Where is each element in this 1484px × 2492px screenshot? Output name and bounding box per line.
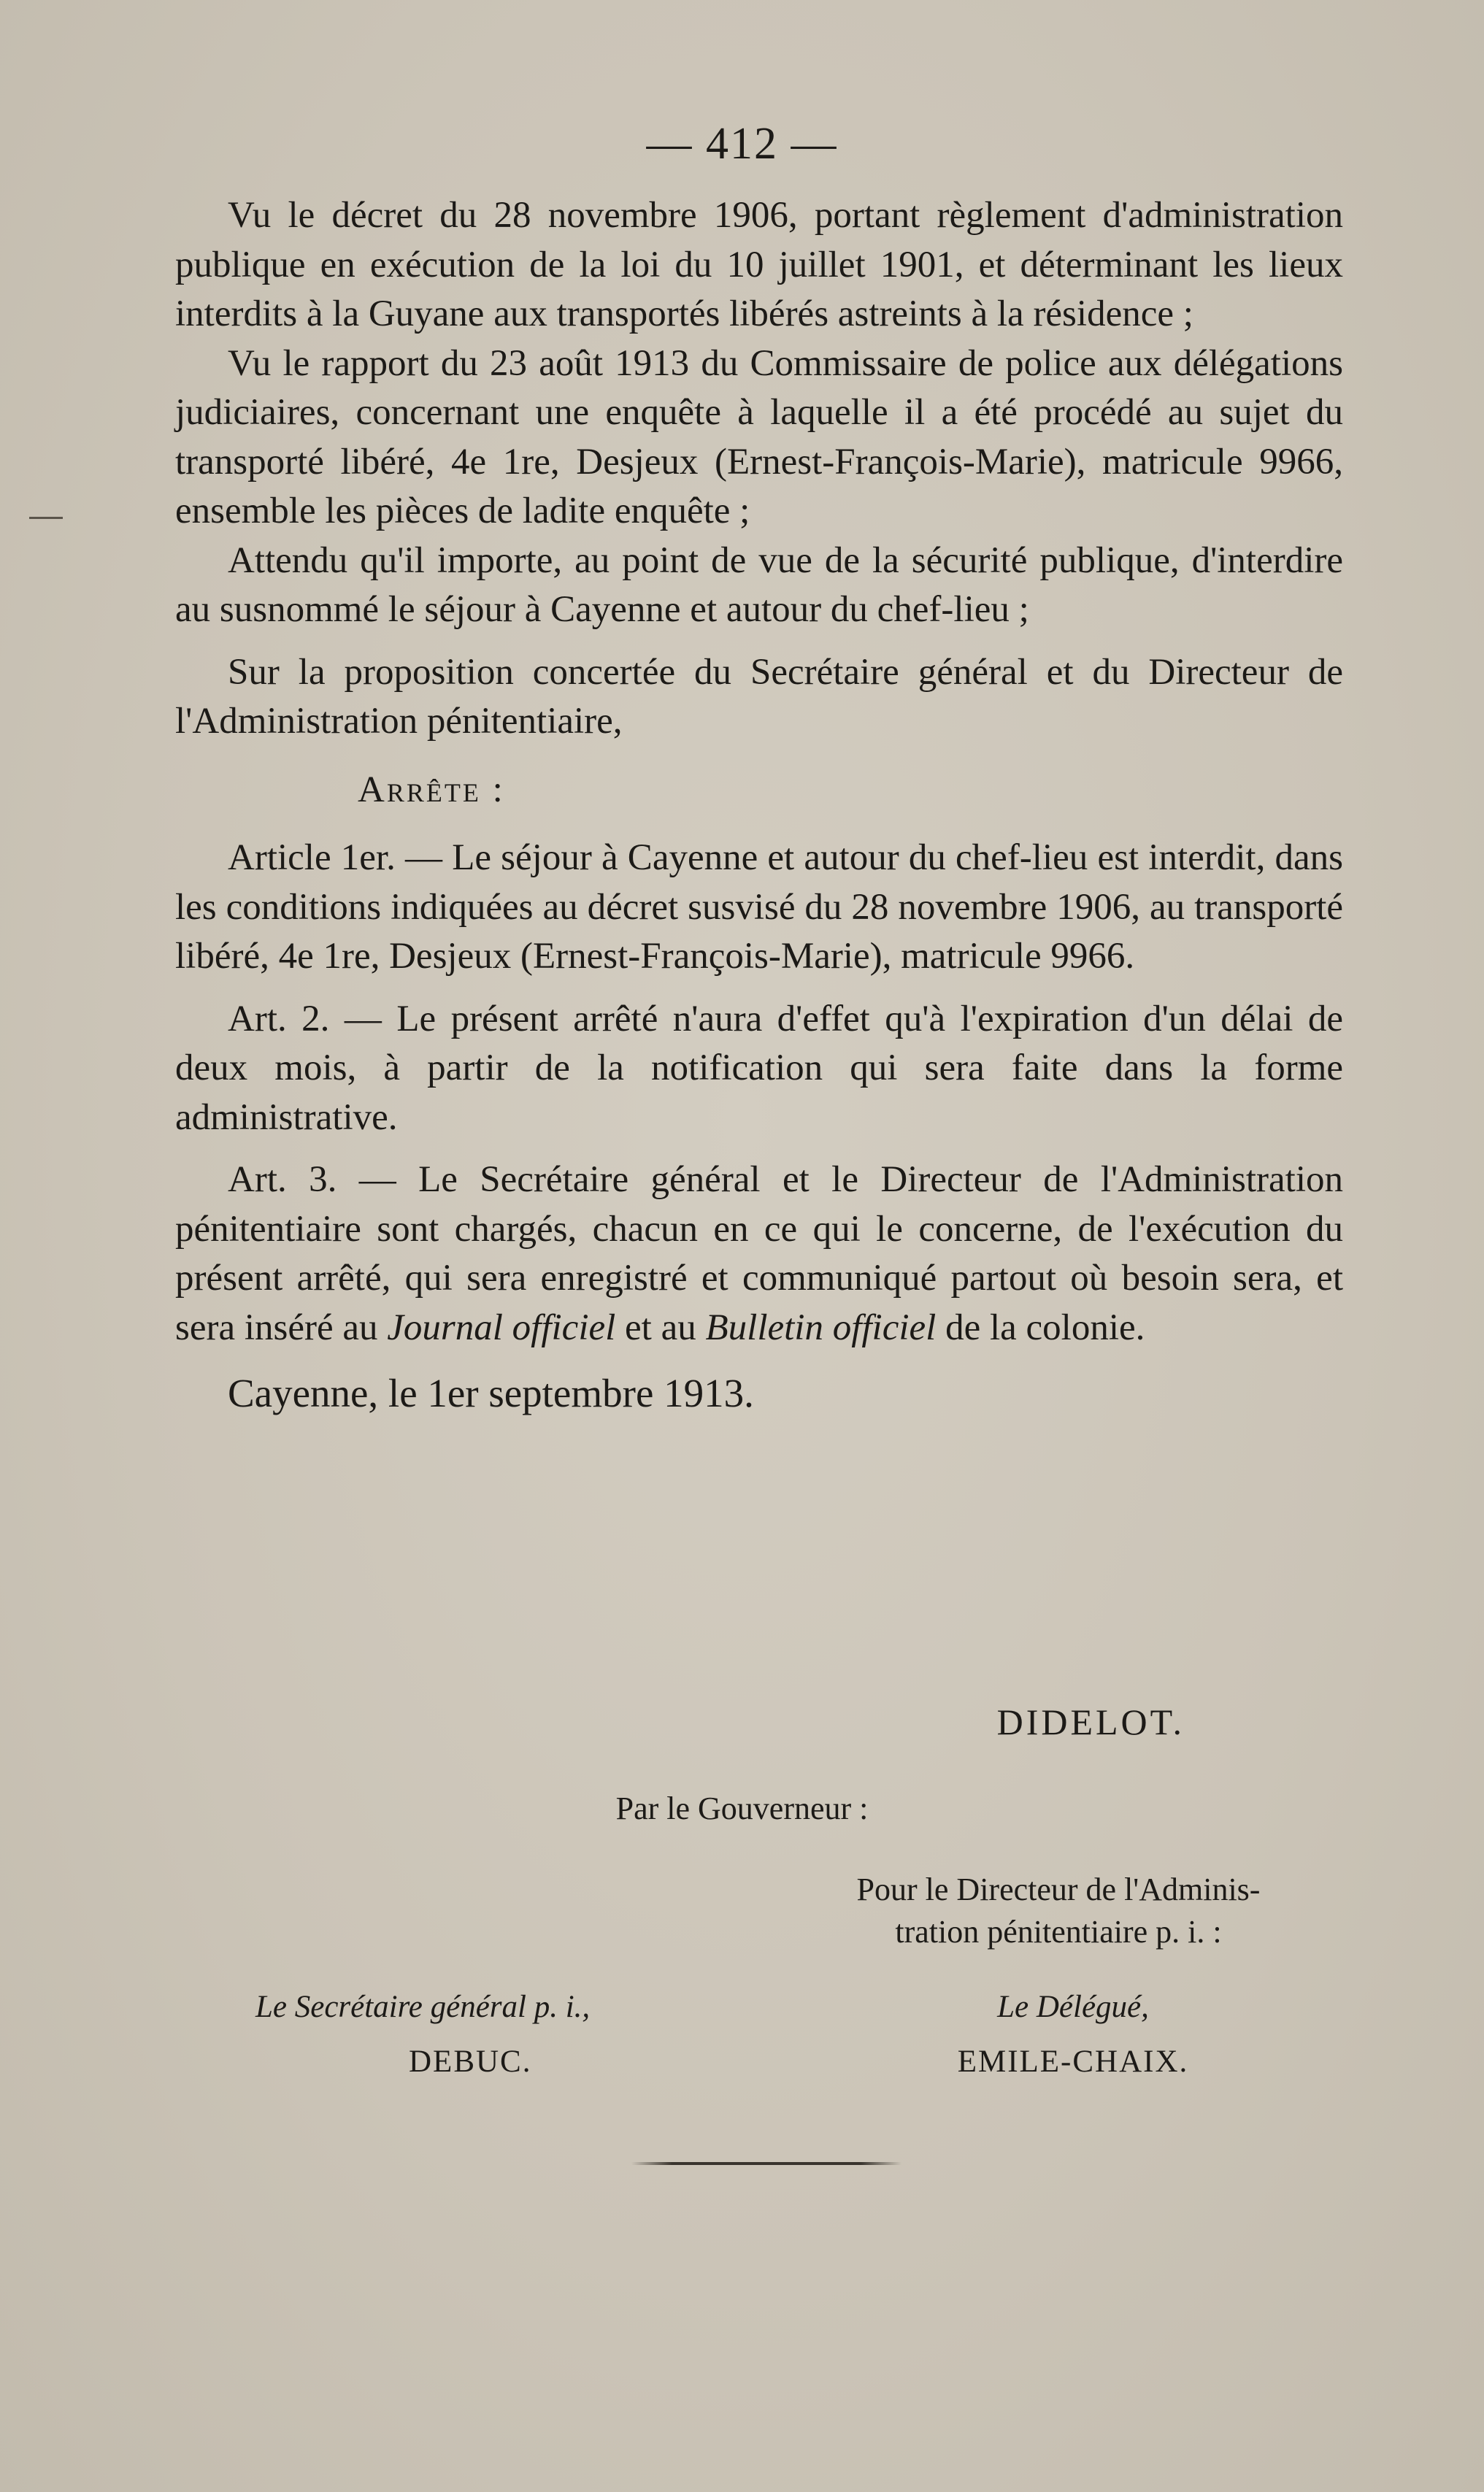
journal-officiel: Journal officiel	[387, 1307, 616, 1348]
margin-mark	[29, 517, 63, 519]
paragraph-attendu: Attendu qu'il importe, au point de vue de la sécurité publique, d'interdire au susnommé le séjour à Cayenne et autour du chef-lieu ;	[175, 539, 1343, 630]
decree-body	[175, 191, 1343, 1418]
article-3-text: Art. 3. — Le Secrétaire général et le Directeur de l'Administration pénitentiaire sont chargés, chacun en ce qui le concerne, de l'exécution du présent arrêté, qui sera enregistré et communiqué partout où besoin sera, et sera inséré au	[175, 1159, 1343, 1348]
delegue-role: Le Délégué,	[997, 1990, 1149, 2024]
paragraph-vu-decret: Vu le décret du 28 novembre 1906, portant règlement d'administration publique en exécution de la loi du 10 juillet 1901, et déterminant les lieux interdits à la Guyane aux transportés libérés astreints à la résidence ;	[175, 195, 1343, 334]
paragraph-vu-rapport: Vu le rapport du 23 août 1913 du Commissaire de police aux délégations judiciaires, concernant une enquête à laquelle il a été procédé au sujet du transporté libéré, 4e 1re, Desjeux (Ernest-François-Marie), matricule 9966, ensemble les pièces de ladite enquête ;	[175, 342, 1343, 531]
secretaire-name: DEBUC.	[409, 2045, 532, 2079]
secretaire-role: Le Secrétaire général p. i.,	[255, 1990, 591, 2024]
article-1: Article 1er. — Le séjour à Cayenne et autour du chef-lieu est interdit, dans les conditions indiquées au décret susvisé du 28 novembre 1906, au transporté libéré, 4e 1re, Desjeux (Ernest-François-Marie), matricule 9966.	[175, 837, 1343, 977]
paragraph-proposition: Sur la proposition concertée du Secrétaire général et du Directeur de l'Administration pénitentiaire,	[175, 651, 1343, 742]
delegue-name: EMILE-CHAIX.	[957, 2045, 1189, 2079]
article-3	[175, 1155, 1343, 1353]
delegue-signature-block	[905, 1980, 1241, 2089]
secretaire-signature-block	[255, 1980, 766, 2089]
arrete-heading: Arrête :	[358, 769, 505, 810]
article-3-end: de la colonie.	[936, 1307, 1145, 1348]
governor-signature: DIDELOT.	[996, 1701, 1185, 1742]
directeur-line-1: Pour le Directeur de l'Adminis-	[856, 1872, 1261, 1907]
directeur-line-2: tration pénitentiaire p. i. :	[895, 1914, 1222, 1950]
page-number: — 412 —	[646, 119, 838, 169]
par-le-gouverneur: Par le Gouverneur :	[615, 1791, 869, 1826]
article-2: Art. 2. — Le présent arrêté n'aura d'effet qu'à l'expiration d'un délai de deux mois, à partir de la notification qui sera faite dans la forme administrative.	[175, 998, 1343, 1138]
article-3-connector: et au	[615, 1307, 706, 1348]
end-divider	[631, 2162, 901, 2165]
place-date: Cayenne, le 1er septembre 1913.	[228, 1371, 754, 1415]
bulletin-officiel: Bulletin officiel	[705, 1307, 937, 1348]
directeur-block	[788, 1869, 1329, 1953]
